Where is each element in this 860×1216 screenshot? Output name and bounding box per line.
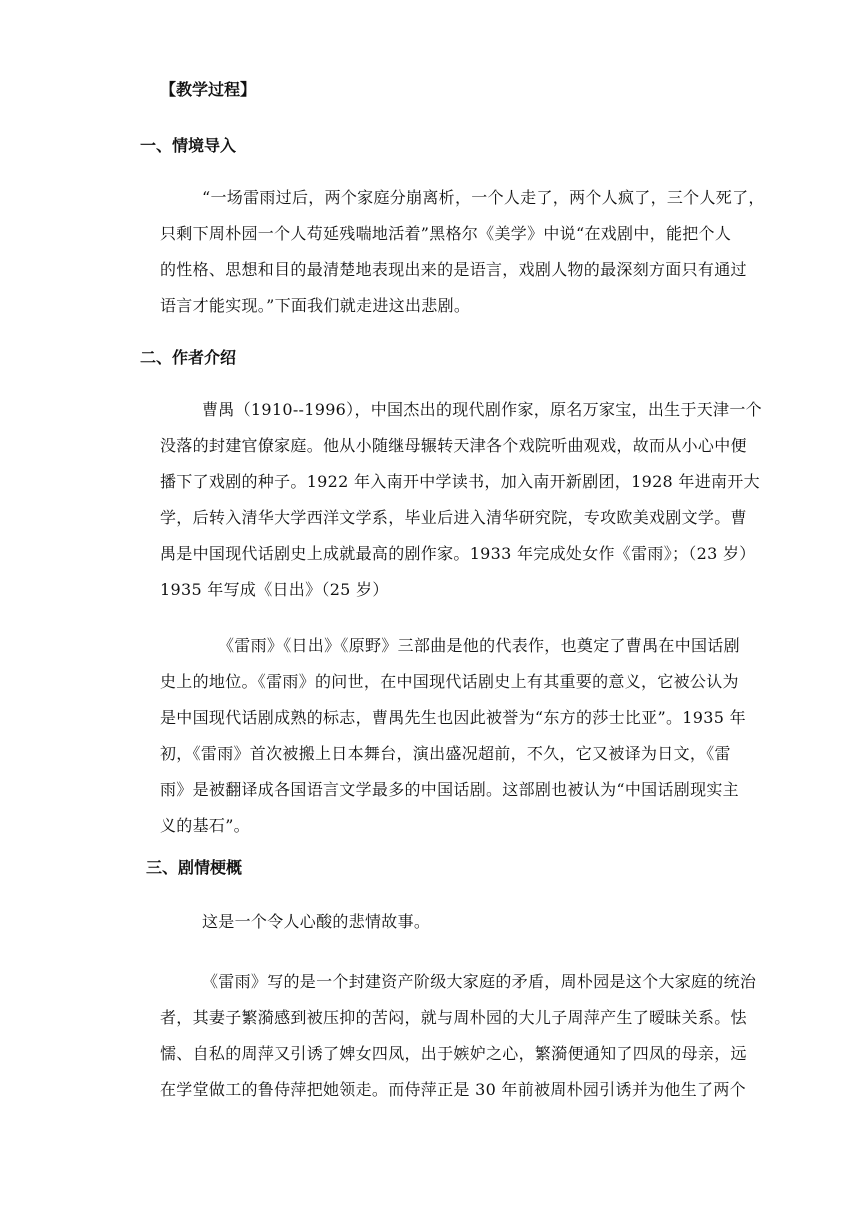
paragraph-line: 是中国现代话剧成熟的标志，曹禺先生也因此被誉为“东方的莎士比亚”。1935 年 <box>160 708 746 727</box>
paragraph-plot-1 <box>160 904 800 940</box>
paragraph-line: 雨》是被翻译成各国语言文学最多的中国话剧。这部剧也被认为“中国话剧现实主 <box>160 780 739 799</box>
paragraph-line: 初，《雷雨》首次被搬上日本舞台，演出盛况超前，不久，它又被译为日文，《雷 <box>160 744 731 763</box>
paragraph-line: 播下了戏剧的种子。1922 年入南开中学读书，加入南开新剧团，1928 年进南开大 <box>160 472 760 491</box>
paragraph-line: 曹禺（1910--1996），中国杰出的现代剧作家，原名万家宝，出生于天津一个 <box>202 400 762 419</box>
paragraph-line: 者，其妻子繁漪感到被压抑的苦闷，就与周朴园的大儿子周萍产生了暧昧关系。怯 <box>160 1008 747 1027</box>
page-title: 【教学过程】 <box>160 80 257 99</box>
section-heading-plot: 三、剧情梗概 <box>146 858 243 877</box>
paragraph-line: “一场雷雨过后，两个家庭分崩离析，一个人走了，两个人疯了，三个人死了， <box>202 188 765 207</box>
paragraph-line: 在学堂做工的鲁侍萍把她领走。而侍萍正是 30 年前被周朴园引诱并为他生了两个 <box>160 1080 746 1099</box>
paragraph-line: 懦、自私的周萍又引诱了婢女四凤，出于嫉妒之心，繁漪便通知了四凤的母亲，远 <box>160 1044 747 1063</box>
paragraph-line: 义的基石”。 <box>160 816 250 835</box>
section-heading-author: 二、作者介绍 <box>140 348 237 367</box>
paragraph-line: 只剩下周朴园一个人苟延残喘地活着”黑格尔《美学》中说“在戏剧中，能把个人 <box>160 224 732 243</box>
paragraph-author-2 <box>160 628 800 844</box>
paragraph-line: 的性格、思想和目的最清楚地表现出来的是语言，戏剧人物的最深刻方面只有通过 <box>160 260 747 279</box>
section-heading-intro: 一、情境导入 <box>140 136 237 155</box>
paragraph-plot-2 <box>160 964 800 1108</box>
paragraph-author-1 <box>160 392 800 608</box>
paragraph-line: 禺是中国现代话剧史上成就最高的剧作家。1933 年完成处女作《雷雨》；（23 岁） <box>160 544 756 563</box>
paragraph-line: 《雷雨》《日出》《原野》三部曲是他的代表作，也奠定了曹禺在中国话剧 <box>218 636 740 655</box>
paragraph-line: 这是一个令人心酸的悲情故事。 <box>202 912 431 931</box>
paragraph-intro <box>160 180 800 324</box>
paragraph-line: 《雷雨》写的是一个封建资产阶级大家庭的矛盾，周朴园是这个大家庭的统治 <box>202 972 757 991</box>
paragraph-line: 史上的地位。《雷雨》的问世，在中国现代话剧史上有其重要的意义，它被公认为 <box>160 672 739 691</box>
paragraph-line: 1935 年写成《日出》（25 岁） <box>160 580 389 599</box>
paragraph-line: 没落的封建官僚家庭。他从小随继母辗转天津各个戏院听曲观戏，故而从小心中便 <box>160 436 747 455</box>
paragraph-line: 语言才能实现。”下面我们就走进这出悲剧。 <box>160 296 471 315</box>
paragraph-line: 学，后转入清华大学西洋文学系，毕业后进入清华研究院，专攻欧美戏剧文学。曹 <box>160 508 747 527</box>
